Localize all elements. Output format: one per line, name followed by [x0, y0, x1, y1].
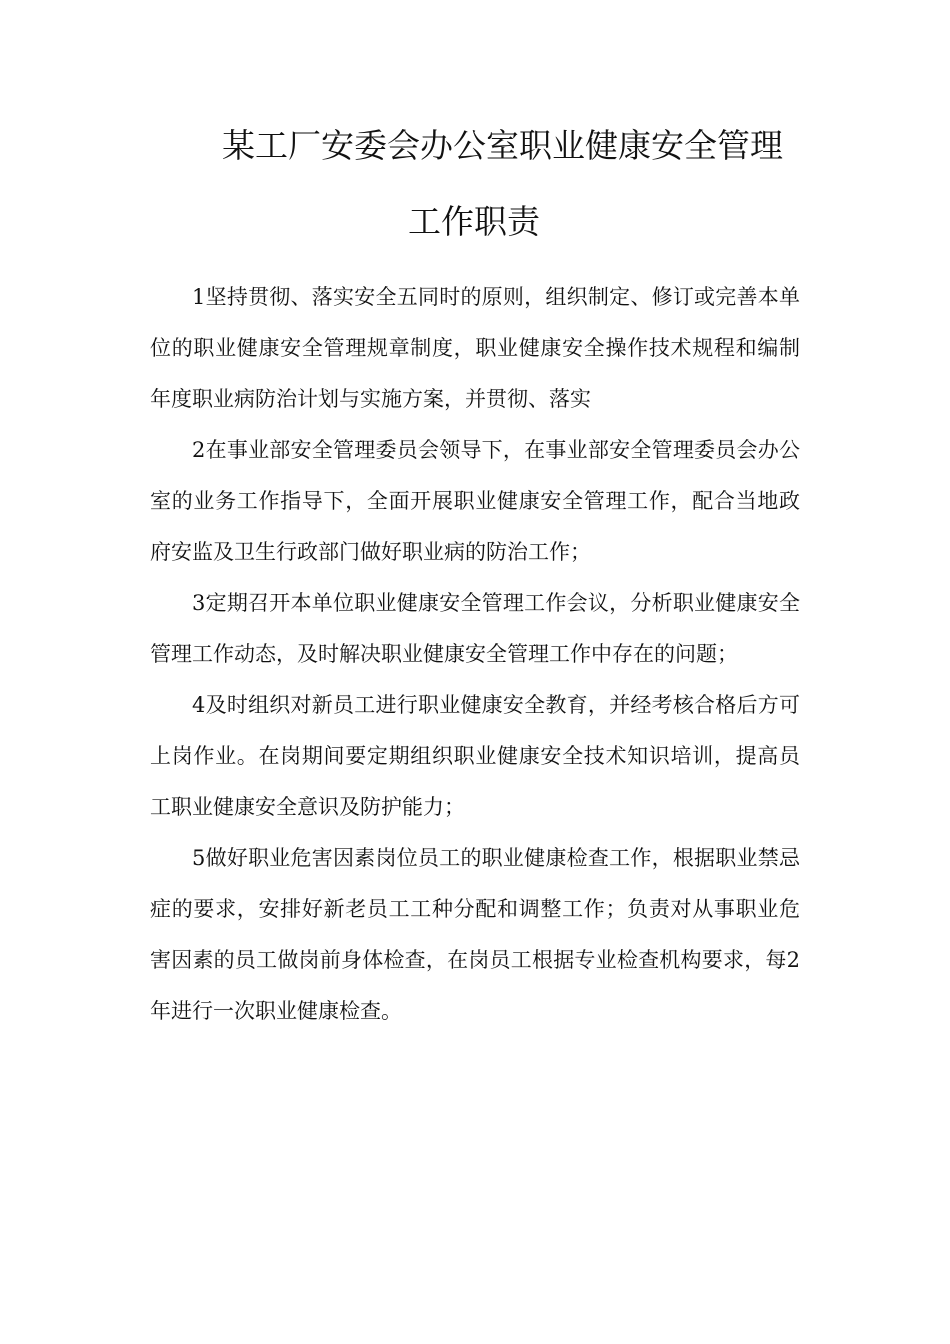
document-title-line-1: 某工厂安委会办公室职业健康安全管理	[222, 126, 783, 165]
document-body	[150, 272, 800, 1037]
paragraph-3: 3定期召开本单位职业健康安全管理工作会议，分析职业健康安全管理工作动态，及时解决职业健康安全管理工作中存在的问题；	[150, 591, 800, 666]
paragraph-4: 4及时组织对新员工进行职业健康安全教育，并经考核合格后方可上岗作业。在岗期间要定期组织职业健康安全技术知识培训，提高员工职业健康安全意识及防护能力；	[150, 693, 800, 819]
document-title-line-2: 工作职责	[408, 202, 540, 241]
paragraph-1: 1坚持贯彻、落实安全五同时的原则，组织制定、修订或完善本单位的职业健康安全管理规章制度，职业健康安全操作技术规程和编制年度职业病防治计划与实施方案，并贯彻、落实	[150, 285, 800, 411]
paragraph-5: 5做好职业危害因素岗位员工的职业健康检查工作，根据职业禁忌症的要求，安排好新老员工工种分配和调整工作；负责对从事职业危害因素的员工做岗前身体检查，在岗员工根据专业检查机构要求，每2年进行一次职业健康检查。	[150, 846, 800, 1023]
paragraph-2: 2在事业部安全管理委员会领导下，在事业部安全管理委员会办公室的业务工作指导下，全面开展职业健康安全管理工作，配合当地政府安监及卫生行政部门做好职业病的防治工作；	[150, 438, 800, 564]
